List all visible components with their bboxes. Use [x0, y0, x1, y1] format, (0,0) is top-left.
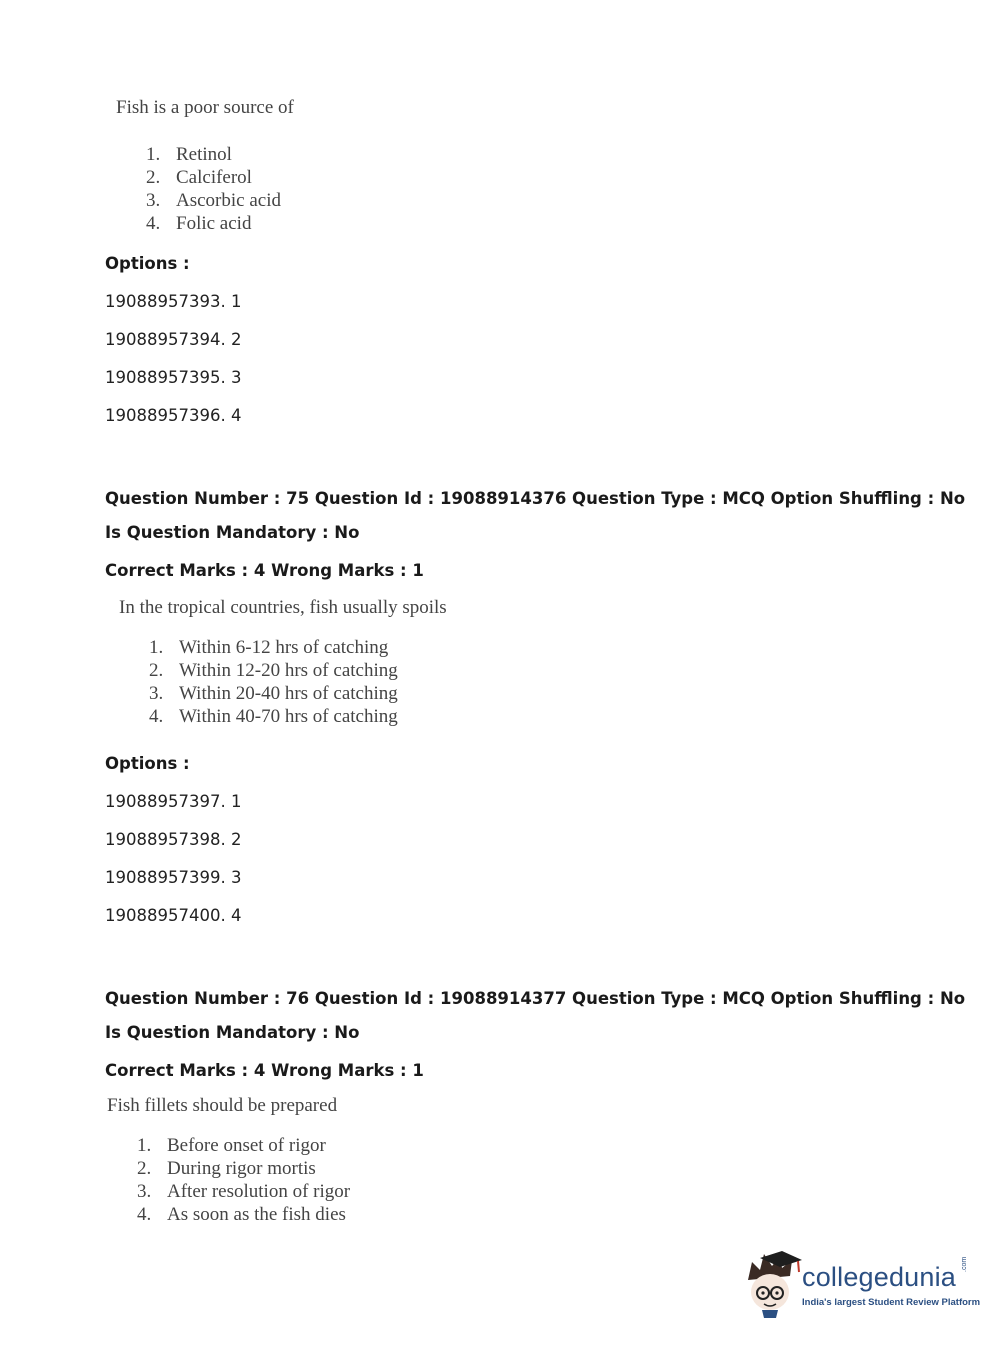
question-text: Fish fillets should be prepared [107, 1095, 338, 1116]
choice-list [137, 1134, 350, 1226]
option-item: 19088957396. 4 [105, 406, 242, 425]
choice-item: 2. Within 12-20 hrs of catching [149, 660, 398, 681]
mascot-icon [742, 1250, 804, 1320]
option-item: 19088957395. 3 [105, 368, 242, 387]
choice-item: 4. Within 40-70 hrs of catching [149, 706, 398, 727]
choice-item: 1. Within 6-12 hrs of catching [149, 637, 389, 658]
choice-list [149, 636, 398, 728]
question-text: Fish is a poor source of [116, 97, 294, 118]
choice-item: 1. Before onset of rigor [137, 1135, 326, 1156]
marks-line: Correct Marks : 4 Wrong Marks : 1 [105, 1061, 424, 1080]
choice-item: 2. During rigor mortis [137, 1158, 316, 1179]
choice-item: 4. Folic acid [146, 213, 252, 234]
choice-list [146, 143, 281, 235]
choice-item: 2. Calciferol [146, 167, 252, 188]
options-label: Options : [105, 754, 190, 773]
choice-item: 3. Ascorbic acid [146, 190, 281, 211]
question-header: Question Number : 76 Question Id : 19088914377 Question Type : MCQ Option Shuffling : No [105, 989, 966, 1008]
options-label: Options : [105, 254, 190, 273]
choice-item: 3. Within 20-40 hrs of catching [149, 683, 398, 704]
mandatory-line: Is Question Mandatory : No [105, 523, 360, 542]
choice-item: 1. Retinol [146, 144, 232, 165]
question-header: Question Number : 75 Question Id : 19088914376 Question Type : MCQ Option Shuffling : No [105, 489, 966, 508]
option-item: 19088957400. 4 [105, 906, 242, 925]
option-item: 19088957397. 1 [105, 792, 242, 811]
option-item: 19088957394. 2 [105, 330, 242, 349]
option-item: 19088957398. 2 [105, 830, 242, 849]
question-text: In the tropical countries, fish usually spoils [119, 597, 447, 618]
option-item: 19088957393. 1 [105, 292, 242, 311]
mandatory-line: Is Question Mandatory : No [105, 1023, 360, 1042]
logo-wordmark: collegedunia [802, 1262, 957, 1292]
marks-line: Correct Marks : 4 Wrong Marks : 1 [105, 561, 424, 580]
collegedunia-logo [742, 1250, 981, 1320]
logo-suffix: .com [961, 1256, 968, 1272]
choice-item: 3. After resolution of rigor [137, 1181, 351, 1202]
logo-tagline: India's largest Student Review Platform [802, 1297, 981, 1308]
choice-item: 4. As soon as the fish dies [137, 1204, 346, 1225]
option-item: 19088957399. 3 [105, 868, 242, 887]
